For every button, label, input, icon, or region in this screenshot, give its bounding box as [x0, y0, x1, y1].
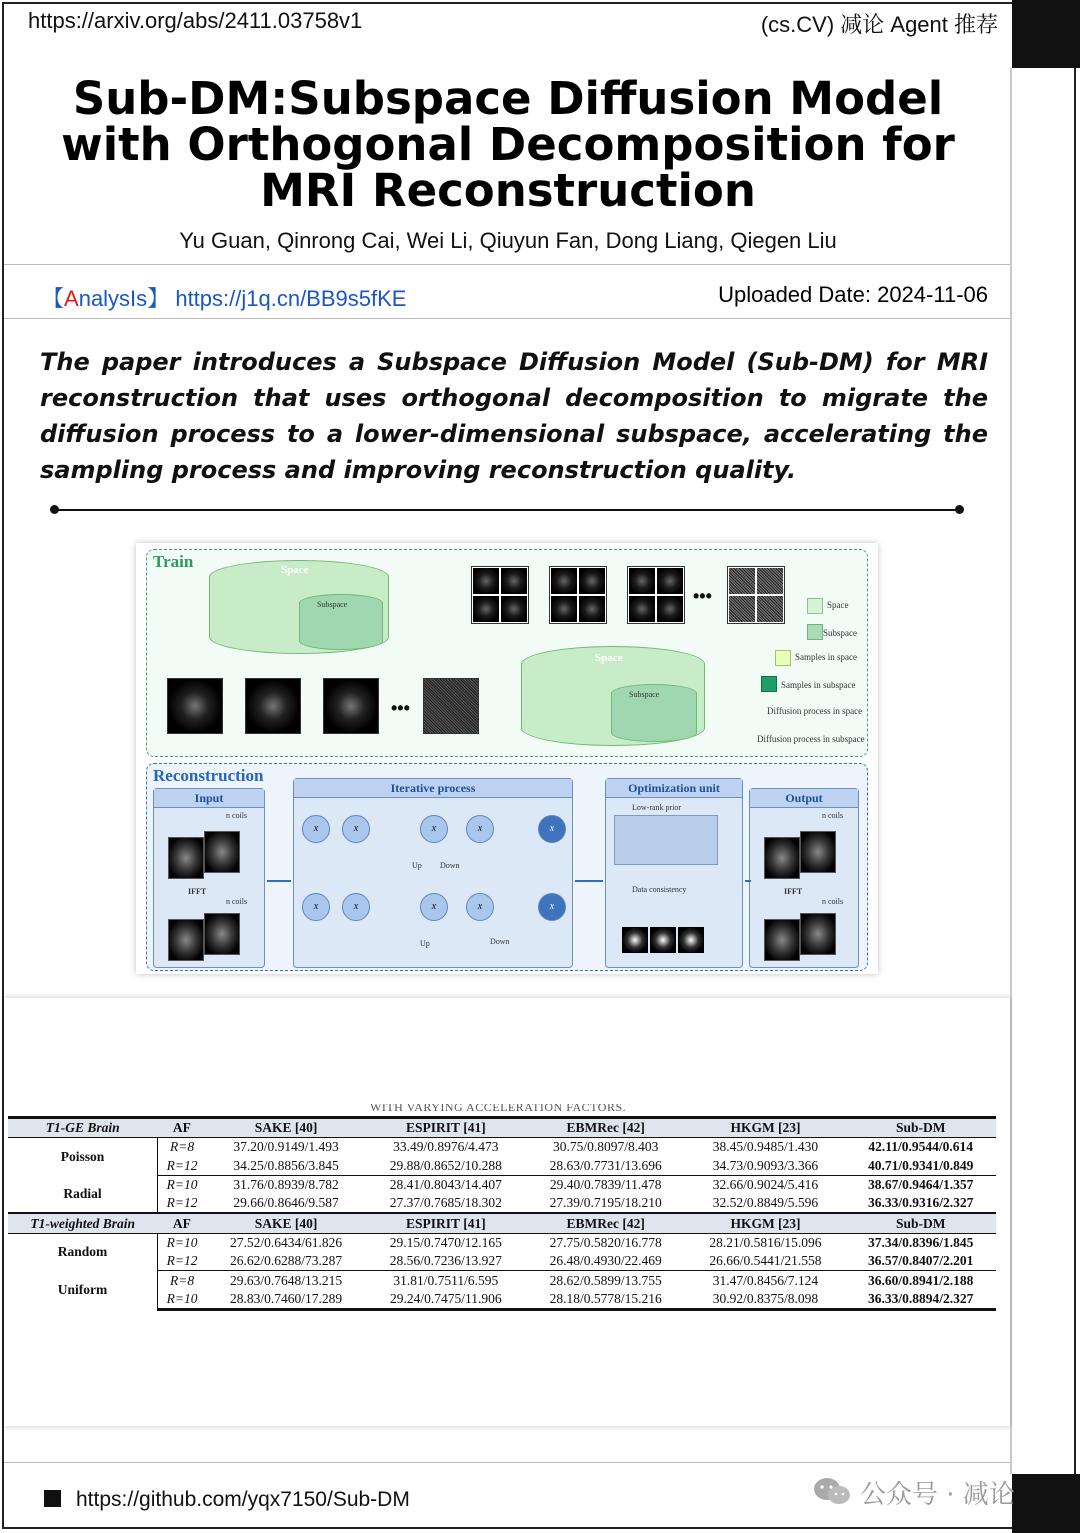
col-af: AF: [158, 1118, 207, 1138]
train-label: Train: [153, 552, 194, 571]
iterative-head: Iterative process: [294, 779, 572, 798]
subspace-label-right: Subspace: [629, 690, 660, 699]
input-coils-bottom: n coils: [226, 897, 248, 906]
group-random: Random: [57, 1244, 108, 1260]
input-box: [153, 788, 265, 968]
separator-line: [54, 509, 960, 511]
legend-space: Space: [827, 600, 849, 610]
cell-af: R=10: [158, 1175, 207, 1194]
cell-af: R=8: [158, 1138, 207, 1157]
kspace-grid-2: [549, 566, 607, 624]
cell-best: 40.71/0.9341/0.849: [845, 1157, 996, 1176]
cell: 32.52/0.8849/5.596: [712, 1195, 819, 1211]
figure-train-panel: [146, 549, 868, 757]
low-rank-matrix: [614, 815, 718, 865]
category-tag: (cs.CV) 减论 Agent 推荐: [760, 12, 998, 37]
corner-block-bottom: [1012, 1474, 1080, 1533]
input-image-stack-2: [204, 913, 240, 955]
col-espirit: ESPIRIT [41]: [366, 1118, 526, 1138]
cell: 31.81/0.7511/6.595: [393, 1272, 499, 1288]
optimization-box: [605, 778, 743, 968]
cell: 38.45/0.9485/1.430: [712, 1139, 819, 1155]
node-x1-t1: x: [342, 893, 370, 921]
iter-up: Up: [412, 861, 422, 870]
section-t1-weighted: T1-weighted Brain: [8, 1213, 158, 1233]
input-head: Input: [154, 789, 264, 808]
separator-dot-right: [955, 505, 964, 514]
output-kspace-stack-2: [800, 831, 836, 873]
space-label-left: Space: [281, 564, 309, 576]
col-sake-2: SAKE [40]: [206, 1213, 366, 1233]
abstract: The paper introduces a Subspace Diffusion Model (Sub-DM) for MRI reconstruction that uses orthogonal decomposition to migrate the diffusion process to a lower-dimensional subspace, accelerating the sampling process and improving reconstruction quality.: [40, 348, 988, 484]
cell: 30.75/0.8097/8.403: [552, 1139, 659, 1155]
wechat-icon: [812, 1476, 852, 1506]
analysis-a: A: [64, 286, 79, 311]
node-x1-tn1: x: [466, 893, 494, 921]
source-url[interactable]: https://arxiv.org/abs/2411.03758v1: [28, 8, 363, 33]
iter-down: Down: [440, 861, 460, 870]
output-box: [749, 788, 859, 968]
legend-subspace: Subspace: [823, 628, 857, 638]
cell-best: 37.34/0.8396/1.845: [868, 1234, 974, 1250]
cell: 33.49/0.8976/4.473: [393, 1139, 499, 1155]
output-image-stack-2: [800, 913, 836, 955]
cell: 29.40/0.7839/11.478: [549, 1177, 662, 1193]
github-link[interactable]: https://github.com/yqx7150/Sub-DM: [76, 1488, 410, 1511]
table-row: [8, 1175, 996, 1194]
node-x0-tT: x: [538, 815, 566, 843]
optimization-head: Optimization unit: [606, 779, 742, 798]
output-kspace-stack: [764, 837, 800, 879]
input-kspace-stack: [168, 837, 204, 879]
table-caption-cut: WITH VARYING ACCELERATION FACTORS.: [370, 1104, 627, 1114]
arrow-iter-opt: [575, 880, 603, 882]
divider-mid: [4, 318, 1010, 319]
legend-swatch-samples-space: [775, 650, 791, 666]
node-x0-t0: x: [302, 815, 330, 843]
table-header-1: [8, 1118, 996, 1138]
cell-best: 36.57/0.8407/2.201: [845, 1252, 996, 1271]
cell: 26.62/0.6288/73.287: [206, 1252, 366, 1271]
dc-kspace-3: [678, 927, 704, 953]
arrow-opt-output: [745, 880, 751, 882]
cell: 26.66/0.5441/21.558: [686, 1252, 846, 1271]
kspace-sample-noisy: [423, 678, 479, 734]
cell: 26.48/0.4930/22.469: [526, 1252, 686, 1271]
space-label-right: Space: [595, 652, 623, 664]
upload-date: Uploaded Date: 2024-11-06: [718, 282, 988, 307]
legend-swatch-subspace: [807, 624, 823, 640]
output-head: Output: [750, 789, 858, 808]
node-x0-t1: x: [342, 815, 370, 843]
iterative-box: [293, 778, 573, 968]
legend-samples-space: Samples in space: [795, 652, 857, 662]
kspace-sample-1: [167, 678, 223, 734]
corner-block-top: [1012, 0, 1080, 68]
cell: 29.15/0.7470/12.165: [389, 1234, 502, 1250]
legend-samples-subspace: Samples in subspace: [781, 680, 856, 690]
cell-best: 38.67/0.9464/1.357: [868, 1177, 974, 1193]
col-ebmrec-2: EBMRec [42]: [526, 1213, 686, 1233]
legend-diffusion-subspace: Diffusion process in subspace: [757, 734, 865, 744]
kspace-grid-1: [471, 566, 529, 624]
input-coils-top: n coils: [226, 811, 248, 820]
node-x1-tn: x: [420, 893, 448, 921]
cell: 28.41/0.8043/14.407: [389, 1177, 502, 1193]
col-ebmrec: EBMRec [42]: [526, 1118, 686, 1138]
cell: 31.76/0.8939/8.782: [233, 1177, 339, 1193]
right-rule: [1010, 68, 1012, 1474]
ellipsis-left: •••: [391, 698, 410, 718]
col-hkgm-2: HKGM [23]: [686, 1213, 846, 1233]
method-figure: [136, 543, 878, 974]
table-row: [8, 1271, 996, 1290]
iter-down-2: Down: [490, 937, 510, 946]
figure-recon-panel: [146, 763, 868, 971]
cell: 29.88/0.8652/10.288: [366, 1157, 526, 1176]
paper-title: Sub-DM:Subspace Diffusion Model with Orthogonal Decomposition for MRI Reconstruction: [61, 72, 955, 217]
output-coils-bottom: n coils: [822, 897, 844, 906]
input-kspace-stack-2: [204, 831, 240, 873]
cell-best: 36.33/0.8894/2.327: [845, 1290, 996, 1310]
node-x1-tT: x: [538, 893, 566, 921]
cell: 27.37/0.7685/18.302: [389, 1195, 502, 1211]
data-consistency-label: Data consistency: [632, 885, 687, 894]
kspace-grid-3: [627, 566, 685, 624]
col-hkgm: HKGM [23]: [686, 1118, 846, 1138]
subspace-label-left: Subspace: [317, 600, 348, 609]
cell: 34.73/0.9093/3.366: [686, 1157, 846, 1176]
node-x0-tn1: x: [466, 815, 494, 843]
cell: 28.62/0.5899/13.755: [549, 1272, 662, 1288]
cell: 28.83/0.7460/17.289: [206, 1290, 366, 1310]
table-row: [8, 1233, 996, 1252]
legend-diffusion-space: Diffusion process in space: [767, 706, 863, 716]
cell-af: R=12: [158, 1157, 207, 1176]
node-x1-t0: x: [302, 893, 330, 921]
github-bullet: [44, 1490, 61, 1507]
group-poisson: Poisson: [60, 1148, 105, 1164]
cell: 27.52/0.6434/61.826: [229, 1234, 343, 1250]
analysis-bracket-close: 】: [147, 286, 170, 311]
cell-best: 42.11/0.9544/0.614: [868, 1139, 974, 1155]
kspace-grid-noisy: [727, 566, 785, 624]
analysis-word: nalysIs: [78, 286, 148, 311]
cell: 28.56/0.7236/13.927: [366, 1252, 526, 1271]
kspace-sample-3: [323, 678, 379, 734]
cell: 32.66/0.9024/5.416: [712, 1177, 819, 1193]
input-ifft: IFFT: [188, 887, 207, 896]
paper-authors: Yu Guan, Qinrong Cai, Wei Li, Qiuyun Fan, Dong Liang, Qiegen Liu: [179, 228, 837, 253]
dc-kspace-2: [650, 927, 676, 953]
cell-af: R=10: [158, 1290, 207, 1310]
table-row: [8, 1138, 996, 1157]
output-ifft: IFFT: [784, 887, 803, 896]
analysis-link-row[interactable]: [42, 282, 406, 313]
cell: 30.92/0.8375/8.098: [686, 1290, 846, 1310]
separator-dot-left: [50, 505, 59, 514]
col-sake: SAKE [40]: [206, 1118, 366, 1138]
ellipsis-right: •••: [693, 586, 712, 606]
cell: 37.20/0.9149/1.493: [233, 1139, 339, 1155]
col-espirit-2: ESPIRIT [41]: [366, 1213, 526, 1233]
cell-af: R=12: [158, 1252, 207, 1271]
cell-af: R=12: [158, 1194, 207, 1213]
cell: 27.75/0.5820/16.778: [549, 1234, 662, 1250]
cell: 29.66/0.8646/9.587: [233, 1195, 339, 1211]
cell: 28.63/0.7731/13.696: [526, 1157, 686, 1176]
output-image-stack: [764, 919, 800, 961]
divider-top: [4, 264, 1010, 265]
cell: 28.21/0.5816/15.096: [709, 1234, 822, 1250]
output-coils-top: n coils: [822, 811, 844, 820]
cell-best: 36.33/0.9316/2.327: [868, 1195, 974, 1211]
analysis-link[interactable]: https://j1q.cn/BB9s5fKE: [175, 286, 407, 311]
input-image-stack: [168, 919, 204, 961]
analysis-bracket-open: 【: [42, 286, 65, 311]
cell: 27.39/0.7195/18.210: [549, 1195, 662, 1211]
legend-swatch-samples-subspace: [761, 676, 777, 692]
col-af-2: AF: [158, 1213, 207, 1233]
cell: 31.47/0.8456/7.124: [712, 1272, 819, 1288]
low-rank-label: Low-rank prior: [632, 803, 682, 812]
watermark-text: 公众号 · 减论: [860, 1480, 1015, 1510]
cell-af: R=10: [158, 1233, 207, 1252]
legend-swatch-space: [807, 598, 823, 614]
group-uniform: Uniform: [57, 1282, 108, 1298]
table-header-2: [8, 1213, 996, 1233]
divider-bottom: [4, 1462, 1010, 1463]
results-table: [8, 1116, 996, 1311]
cell: 34.25/0.8856/3.845: [206, 1157, 366, 1176]
recon-label: Reconstruction: [153, 766, 264, 785]
cell: 28.18/0.5778/15.216: [526, 1290, 686, 1310]
col-subdm-2: Sub-DM: [845, 1213, 996, 1233]
kspace-sample-2: [245, 678, 301, 734]
cell-af: R=8: [158, 1271, 207, 1290]
iter-up-2: Up: [420, 939, 430, 948]
arrow-input-iter: [267, 880, 291, 882]
group-radial: Radial: [63, 1185, 102, 1201]
dc-kspace-1: [622, 927, 648, 953]
cell: 29.63/0.7648/13.215: [229, 1272, 343, 1288]
cell: 29.24/0.7475/11.906: [366, 1290, 526, 1310]
cell-best: 36.60/0.8941/2.188: [868, 1272, 974, 1288]
section-t1-ge: T1-GE Brain: [8, 1118, 158, 1138]
col-subdm: Sub-DM: [845, 1118, 996, 1138]
node-x0-tn: x: [420, 815, 448, 843]
